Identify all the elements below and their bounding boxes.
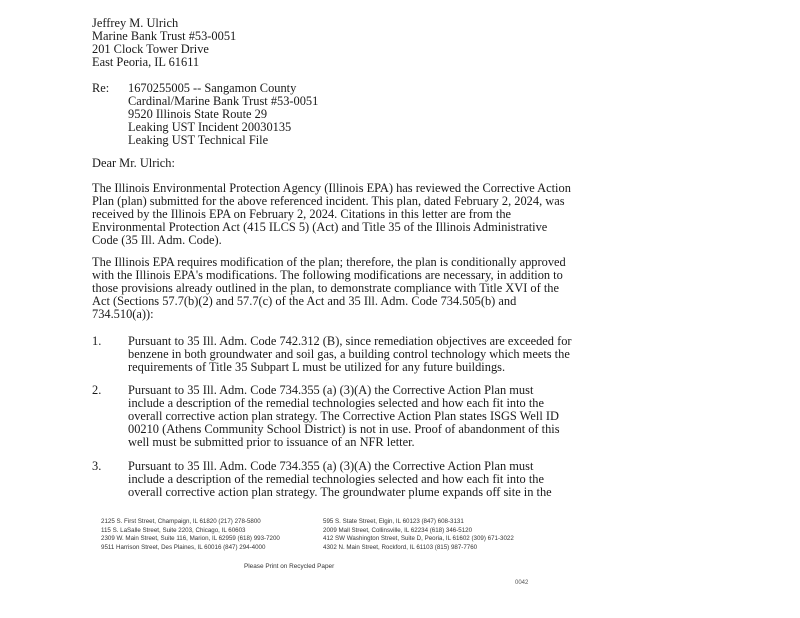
item-line: Pursuant to 35 Ill. Adm. Code 734.355 (a) (3)(A) the Corrective Action Plan must — [128, 383, 534, 397]
paragraph-modification — [92, 255, 566, 321]
paragraph-line: with the Illinois EPA's modifications. The following modifications are necessary, in addition to — [92, 268, 563, 282]
recipient-address-line-1: 201 Clock Tower Drive — [92, 42, 209, 56]
re-line: 1670255005 -- Sangamon County — [128, 81, 297, 95]
footer-address: 115 S. LaSalle Street, Suite 2203, Chicago, IL 60603 — [101, 526, 246, 534]
recipient-org: Marine Bank Trust #53-0051 — [92, 29, 237, 43]
item-line: benzene in both groundwater and soil gas, a building control technology which meets the — [128, 347, 570, 361]
paragraph-line: Act (Sections 57.7(b)(2) and 57.7(c) of the Act and 35 Ill. Adm. Code 734.505(b) and — [92, 294, 517, 308]
footer-address: 412 SW Washington Street, Suite D, Peoria, IL 61602 (309) 671-3022 — [323, 535, 514, 543]
item-number: 1. — [92, 334, 102, 348]
recipient-address-line-2: East Peoria, IL 61611 — [92, 55, 200, 69]
re-line: 9520 Illinois State Route 29 — [128, 107, 268, 121]
item-line: requirements of Title 35 Subpart L must be utilized for any future buildings. — [128, 360, 506, 374]
paragraph-line: Code (35 Ill. Adm. Code). — [92, 233, 222, 247]
paragraph-line: those provisions already outlined in the plan, to demonstrate compliance with Title XVI of the — [92, 281, 559, 295]
re-line: Cardinal/Marine Bank Trust #53-0051 — [128, 94, 319, 108]
paragraph-line: Environmental Protection Act (415 ILCS 5) (Act) and Title 35 of the Illinois Administrative — [92, 220, 548, 234]
re-line: Leaking UST Technical File — [128, 133, 269, 147]
paragraph-line: The Illinois EPA requires modification of the plan; therefore, the plan is conditionally approved — [92, 255, 566, 269]
footer-address: 2009 Mall Street, Collinsville, IL 62234 (618) 346-5120 — [323, 526, 473, 534]
footer-address: 595 S. State Street, Elgin, IL 60123 (847) 608-3131 — [323, 518, 464, 525]
paragraph-line: The Illinois Environmental Protection Agency (Illinois EPA) has reviewed the Corrective Action — [92, 181, 571, 195]
footer-address: 9511 Harrison Street, Des Plaines, IL 60016 (847) 294-4000 — [101, 543, 266, 551]
paragraph-line: 734.510(a)): — [92, 307, 154, 321]
item-line: overall corrective action plan strategy. The Corrective Action Plan states ISGS Well ID — [128, 409, 559, 423]
recipient-name: Jeffrey M. Ulrich — [92, 16, 179, 30]
paragraph-line: received by the Illinois EPA on February 2, 2024. Citations in this letter are from the — [92, 207, 512, 221]
recycled-paper-note: Please Print on Recycled Paper — [244, 563, 335, 570]
item-line: Pursuant to 35 Ill. Adm. Code 742.312 (B), since remediation objectives are exceeded for — [128, 334, 572, 348]
list-item — [128, 334, 572, 374]
footer-address: 2309 W. Main Street, Suite 116, Marion, IL 62959 (618) 993-7200 — [101, 535, 280, 543]
footer-address: 4302 N. Main Street, Rockford, IL 61103 (815) 987-7760 — [323, 543, 478, 551]
item-line: well must be submitted prior to issuance of an NFR letter. — [128, 435, 415, 449]
item-line: include a description of the remedial technologies selected and how each fit into the — [128, 396, 544, 410]
item-number: 3. — [92, 459, 102, 473]
list-item — [128, 383, 560, 449]
re-label: Re: — [92, 81, 110, 95]
item-line: overall corrective action plan strategy. The groundwater plume expands off site in the — [128, 485, 552, 499]
re-line: Leaking UST Incident 20030135 — [128, 120, 292, 134]
item-line: include a description of the remedial technologies selected and how each fit into the — [128, 472, 544, 486]
footer-addresses-left — [101, 518, 280, 552]
footer-address: 2125 S. First Street, Champaign, IL 61820 (217) 278-5800 — [101, 518, 261, 525]
paragraph-review — [92, 181, 571, 247]
paragraph-line: Plan (plan) submitted for the above referenced incident. This plan, dated February 2, 2024, was — [92, 194, 565, 208]
salutation: Dear Mr. Ulrich: — [92, 156, 175, 170]
list-item — [128, 459, 552, 499]
item-line: Pursuant to 35 Ill. Adm. Code 734.355 (a) (3)(A) the Corrective Action Plan must — [128, 459, 534, 473]
item-line: 00210 (Athens Community School District) is not in use. Proof of abandonment of this — [128, 422, 560, 436]
page-mark: 0042 — [515, 580, 529, 586]
footer-addresses-right — [323, 518, 514, 552]
item-number: 2. — [92, 383, 102, 397]
